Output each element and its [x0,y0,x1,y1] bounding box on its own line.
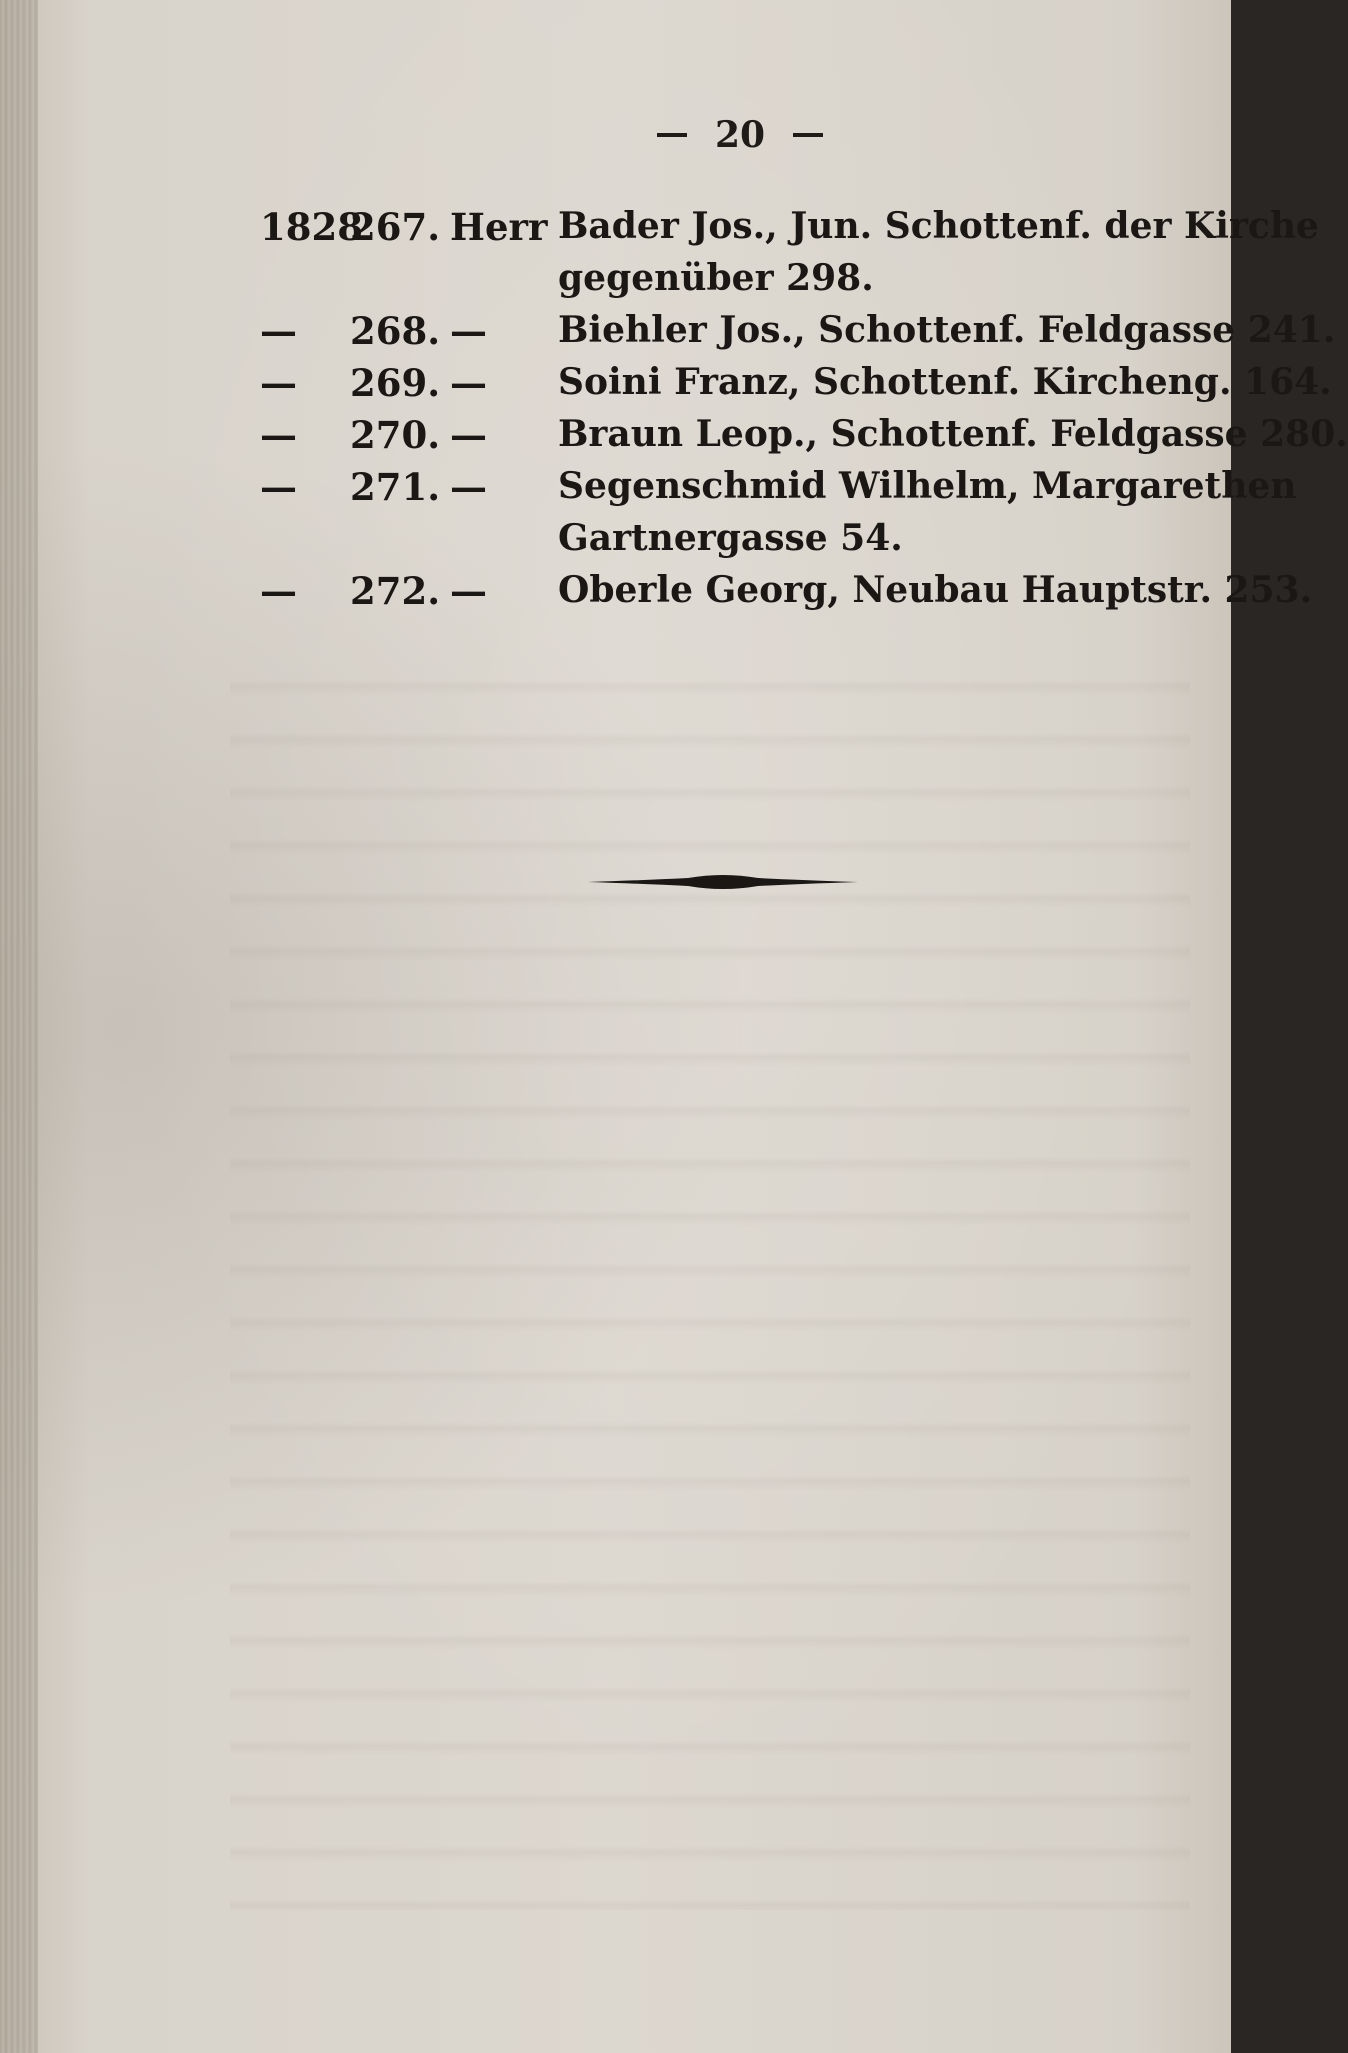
entry-number: 268. [350,309,441,353]
show-through-text [230,650,1190,1910]
entry-year: 1828 [260,205,363,249]
entry-name: Biehler Jos., Schottenf. Feldgasse 241. [558,309,1336,351]
page-number: 20 [714,114,766,156]
entry-title: — [450,465,487,509]
entry-year: — [260,309,297,353]
page-header [610,110,870,160]
entry-number: 270. [350,413,441,457]
entry-year: — [260,413,297,457]
entry-name: Oberle Georg, Neubau Hauptstr. 253. [558,569,1313,611]
entry-row [260,569,1313,621]
entry-number: 271. [350,465,441,509]
entry-number: 269. [350,361,441,405]
header-dash-right [793,133,823,137]
entry-continuation [260,517,1220,569]
entry-list [260,205,1348,621]
entry-title: Herr [450,205,548,249]
entry-row [260,413,1348,465]
entry-year: — [260,465,297,509]
decorative-rule-ornament [588,870,858,894]
entry-row [260,205,1319,257]
entry-name: Bader Jos., Jun. Schottenf. der Kirche [558,205,1319,247]
entry-name-continued: Gartnergasse 54. [558,517,903,559]
entry-title: — [450,569,487,613]
entry-year: — [260,361,297,405]
entry-name: Segenschmid Wilhelm, Margarethen [558,465,1297,507]
header-dash-left [657,133,687,137]
entry-row [260,361,1332,413]
entry-name: Braun Leop., Schottenf. Feldgasse 280. [558,413,1348,455]
entry-name-continued: gegenüber 298. [558,257,874,299]
entry-row [260,465,1297,517]
entry-title: — [450,309,487,353]
entry-title: — [450,413,487,457]
entry-continuation [260,257,1220,309]
page-gutter-edge [0,0,38,2053]
entry-number: 267. [350,205,441,249]
entry-number: 272. [350,569,441,613]
entry-title: — [450,361,487,405]
entry-row [260,309,1336,361]
entry-name: Soini Franz, Schottenf. Kircheng. 164. [558,361,1332,403]
entry-year: — [260,569,297,613]
